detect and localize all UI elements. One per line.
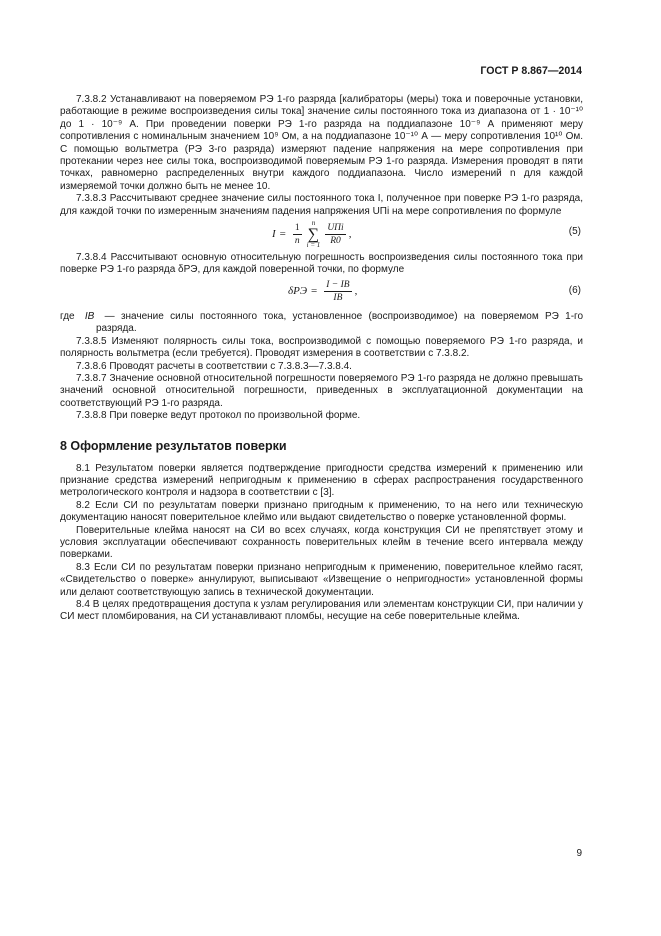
formula-6-end: ,	[354, 285, 358, 298]
where-label: где	[60, 310, 75, 322]
formula-5-numerator: UПi	[327, 223, 344, 234]
formula-5-sum-bottom: i = 1	[306, 241, 321, 250]
paragraph-8-3: 8.3 Если СИ по результатам поверки признано непригодным к применению, поверительное клеймо гасят, «Свидетельство о поверке» аннулируют, выписывают «Извещение о непригодности» установленной формы или делают соответствующую запись в технической документации.	[60, 561, 583, 598]
document-header: ГОСТ Р 8.867—2014	[480, 65, 582, 77]
paragraph-8-2: 8.2 Если СИ по результатам поверки признано пригодным к применению, то на него или техническую документацию наносят поверительное клеймо или выдают свидетельство о поверке установленной формы.	[60, 499, 583, 524]
paragraph-7-3-8-5: 7.3.8.5 Изменяют полярность силы тока, воспроизводимой с помощью поверяемого РЭ 1-го разряда, и полярность вольтметра (если требуется). Проводят измерения в соответствии с 7.3.8.2.	[60, 335, 583, 360]
paragraph-8-1: 8.1 Результатом поверки является подтверждение пригодности средства измерений к применению или признание средства измерений непригодным к применению в сферах распространения государственного метрологического контроля и надзора в соответствии с [3].	[60, 462, 583, 499]
where-clause	[60, 311, 583, 336]
paragraph-7-3-8-6: 7.3.8.6 Проводят расчеты в соответствии с 7.3.8.3—7.3.8.4.	[76, 360, 352, 372]
formula-5-expression	[272, 220, 351, 249]
formula-5-one: 1	[294, 223, 300, 234]
paragraph-7-3-8-2: 7.3.8.2 Устанавливают на поверяемом РЭ 1-го разряда [калибраторы (меры) тока и поверочные установки, работающие в режиме воспроизведения силы тока] значение силы постоянного тока из диапазона от 1 · 10⁻¹⁰ до 1 · 10⁻⁹ А. При проведении поверки РЭ 1-го разряда на поддиапазоне 10⁻⁹ А применяют меру сопротивления с номинальным значением 10⁹ Ом, а на поддиапазоне 10⁻¹⁰ А — меру сопротивления 10¹⁰ Ом. С помощью вольтметра (РЭ 3-го разряда) измеряют падение напряжения на мере сопротивления при протекании через нее силы тока, воспроизводимой поверяемым РЭ 1-го разряда. Измерения проводят в пяти точках, равномерно распределенных внутри каждого поддиапазона. Число измерений n для каждой измеряемой точки должно быть не менее 10.	[60, 94, 583, 192]
formula-6-numerator: I − IВ	[326, 279, 350, 290]
page-number: 9	[576, 848, 582, 859]
formula-5-denominator: R0	[330, 236, 341, 247]
paragraph-7-3-8-4: 7.3.8.4 Рассчитывают основную относительную погрешность воспроизведения силы постоянного тока при поверке РЭ 1-го разряда δРЭ, для каждой поверенной точки, по формуле	[60, 252, 583, 276]
formula-5-sum	[307, 220, 321, 249]
formula-5-eq: =	[279, 228, 286, 241]
formula-6-eq: =	[311, 285, 318, 298]
paragraph-7-3-8-8: 7.3.8.8 При поверке ведут протокол по произвольной форме.	[76, 410, 361, 422]
formula-5-one-over-n	[293, 222, 302, 247]
where-symbol: IВ	[84, 310, 95, 322]
formula-5-n: n	[294, 236, 300, 247]
paragraph-8-2-stamps: Поверительные клейма наносят на СИ во всех случаях, когда конструкция СИ не препятствует этому и условия эксплуатации обеспечивают сохранность поверительных клейм в течение всего интервала между поверками.	[60, 524, 583, 561]
formula-6-ratio	[324, 279, 351, 304]
where-text: — значение силы постоянного тока, установленное (воспроизводимое) на поверяемом РЭ 1-го разряда.	[96, 310, 584, 335]
formula-6-lhs: δРЭ	[288, 285, 308, 298]
formula-5	[60, 218, 583, 252]
document-body	[60, 94, 583, 624]
paragraph-7-3-8-7: 7.3.8.7 Значение основной относительной погрешности поверяемого РЭ 1-го разряда не должно превышать значений основной относительной погрешности, приведенных в эксплуатационной документации на соответствующий РЭ 1-го разряда.	[60, 372, 583, 409]
formula-6	[60, 277, 583, 311]
formula-6-denominator: IВ	[333, 292, 343, 303]
formula-5-sum-top: n	[311, 219, 316, 228]
formula-5-ratio	[325, 222, 345, 247]
formula-6-number: (6)	[568, 284, 581, 296]
formula-5-lhs: I	[272, 228, 276, 241]
formula-5-number: (5)	[568, 226, 581, 238]
section-8-title: 8 Оформление результатов поверки	[60, 438, 287, 453]
formula-6-expression	[288, 279, 357, 304]
paragraph-8-4: 8.4 В целях предотвращения доступа к узлам регулирования или элементам конструкции СИ, при наличии у СИ мест пломбирования, на СИ устанавливают пломбы, несущие на себе поверительные клейма.	[60, 599, 583, 623]
formula-5-sum-symbol: ∑	[307, 226, 320, 244]
formula-5-end: ,	[348, 228, 352, 241]
paragraph-7-3-8-3: 7.3.8.3 Рассчитывают среднее значение силы постоянного тока I, полученное при поверке РЭ 1-го разряда, для каждой точки по измеренным значениям падения напряжения UПi на мере сопротивления по формуле	[60, 193, 583, 217]
